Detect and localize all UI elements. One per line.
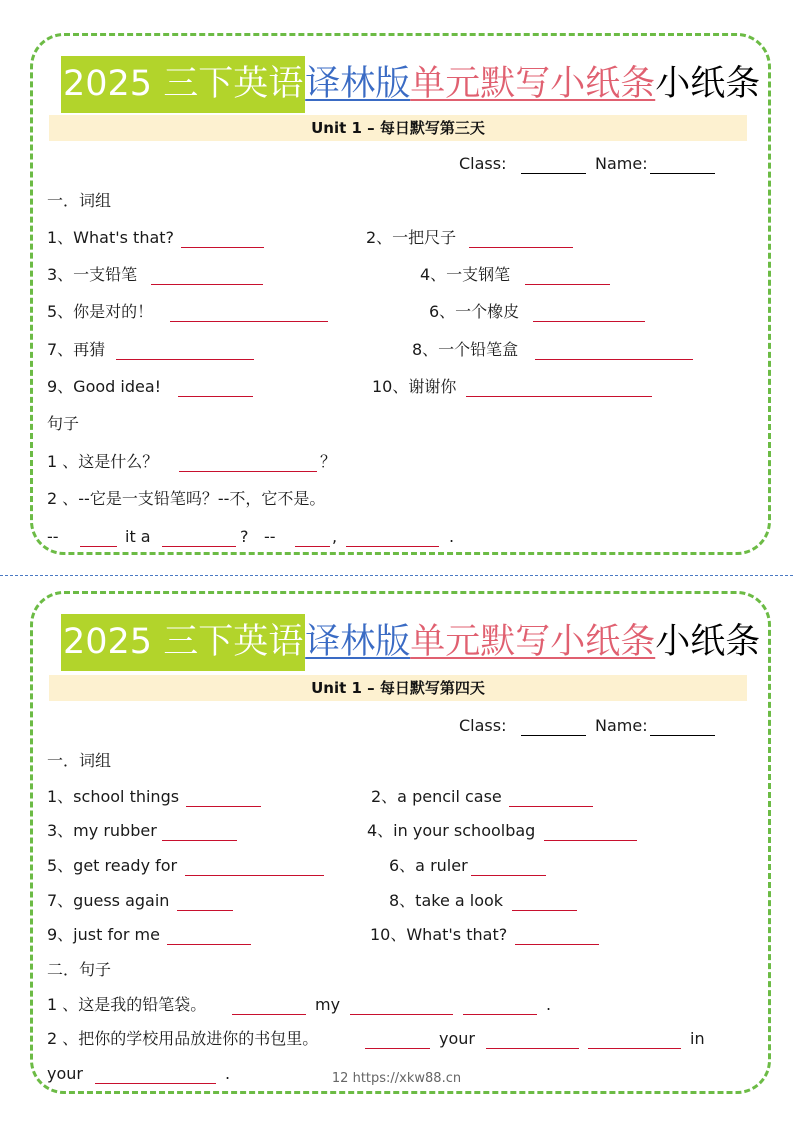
phrase-item: 8、take a look (389, 891, 504, 910)
phrase-item: 2、一把尺子 (366, 228, 457, 247)
sentence-word: , (332, 527, 338, 546)
section-heading: 二．句子 (47, 960, 112, 979)
answer-blank[interactable] (471, 875, 546, 876)
answer-blank[interactable] (486, 1048, 579, 1049)
subtitle: Unit 1 – 每日默写第三天 (311, 119, 485, 137)
class-blank[interactable] (521, 735, 586, 736)
answer-blank[interactable] (535, 359, 693, 360)
sentence-word: your (439, 1029, 475, 1048)
section-heading: 句子 (47, 414, 80, 433)
sentence-word: -- (47, 527, 59, 546)
sentence-word: . (225, 1064, 231, 1083)
phrase-item: 3、一支铅笔 (47, 265, 138, 284)
answer-blank[interactable] (162, 546, 236, 547)
answer-blank[interactable] (185, 875, 324, 876)
answer-blank[interactable] (515, 944, 599, 945)
phrase-item: 6、a ruler (389, 856, 468, 875)
answer-blank[interactable] (544, 840, 637, 841)
answer-blank[interactable] (350, 1014, 453, 1015)
phrase-item: 4、in your schoolbag (367, 821, 536, 840)
answer-blank[interactable] (525, 284, 610, 285)
answer-blank[interactable] (179, 471, 317, 472)
answer-blank[interactable] (466, 396, 652, 397)
phrase-item: 5、get ready for (47, 856, 178, 875)
section-heading: 一．词组 (47, 191, 112, 210)
phrase-item: 10、谢谢你 (372, 377, 457, 396)
phrase-item: 5、你是对的！ (47, 302, 154, 321)
answer-blank[interactable] (186, 806, 261, 807)
answer-blank[interactable] (162, 840, 237, 841)
phrase-item: 9、Good idea! (47, 377, 162, 396)
sentence-punct: ？ (320, 452, 337, 471)
answer-blank[interactable] (588, 1048, 681, 1049)
phrase-item: 7、再猜 (47, 340, 106, 359)
sentence-word: your (47, 1064, 83, 1083)
sentence-prompt: 2 、--它是一支铅笔吗？--不，它不是。 (47, 489, 326, 508)
name-blank[interactable] (650, 735, 715, 736)
class-label: Class: (459, 154, 507, 173)
sentence-prompt: 2 、把你的学校用品放进你的书包里。 (47, 1029, 319, 1048)
phrase-item: 6、一个橡皮 (429, 302, 520, 321)
sentence-prompt: 1 、这是什么？ (47, 452, 159, 471)
phrase-item: 7、guess again (47, 891, 170, 910)
answer-blank[interactable] (512, 910, 577, 911)
sentence-word: my (315, 995, 341, 1014)
name-blank[interactable] (650, 173, 715, 174)
phrase-item: 8、一个铅笔盒 (412, 340, 519, 359)
answer-blank[interactable] (116, 359, 254, 360)
page-footer: 12 https://xkw88.cn (331, 1071, 462, 1086)
phrase-item: 2、a pencil case (371, 787, 502, 806)
phrase-item: 4、一支钢笔 (420, 265, 511, 284)
answer-blank[interactable] (177, 910, 233, 911)
worksheet-title: 2025 三下英语译林版单元默写小纸条小纸条 (61, 56, 760, 113)
sentence-word: -- (264, 527, 276, 546)
phrase-item: 9、just for me (47, 925, 160, 944)
answer-blank[interactable] (181, 247, 264, 248)
section-heading: 一．词组 (47, 751, 112, 770)
worksheet-card-day4 (30, 591, 771, 1094)
name-label: Name: (595, 154, 648, 173)
phrase-item: 3、my rubber (47, 821, 157, 840)
answer-blank[interactable] (509, 806, 593, 807)
phrase-item: 1、What's that? (47, 228, 175, 247)
phrase-item: 1、school things (47, 787, 180, 806)
answer-blank[interactable] (365, 1048, 430, 1049)
phrase-item: 10、What's that? (370, 925, 508, 944)
answer-blank[interactable] (469, 247, 573, 248)
sentence-word: . (449, 527, 455, 546)
subtitle-band (49, 115, 747, 141)
answer-blank[interactable] (170, 321, 328, 322)
name-label: Name: (595, 716, 648, 735)
subtitle: Unit 1 – 每日默写第四天 (311, 679, 485, 697)
answer-blank[interactable] (178, 396, 253, 397)
worksheet-title: 2025 三下英语译林版单元默写小纸条小纸条 (61, 614, 760, 671)
sentence-word: in (690, 1029, 705, 1048)
answer-blank[interactable] (151, 284, 263, 285)
worksheet-card-day3 (30, 33, 771, 555)
answer-blank[interactable] (463, 1014, 537, 1015)
class-label: Class: (459, 716, 507, 735)
sentence-word: it a (125, 527, 151, 546)
cut-line (0, 575, 793, 576)
answer-blank[interactable] (232, 1014, 306, 1015)
answer-blank[interactable] (346, 546, 439, 547)
answer-blank[interactable] (295, 546, 330, 547)
answer-blank[interactable] (167, 944, 251, 945)
sentence-prompt: 1 、这是我的铅笔袋。 (47, 995, 207, 1014)
subtitle-band (49, 675, 747, 701)
answer-blank[interactable] (80, 546, 117, 547)
answer-blank[interactable] (533, 321, 645, 322)
class-blank[interactable] (521, 173, 586, 174)
sentence-word: . (546, 995, 552, 1014)
sentence-word: ? (240, 527, 249, 546)
